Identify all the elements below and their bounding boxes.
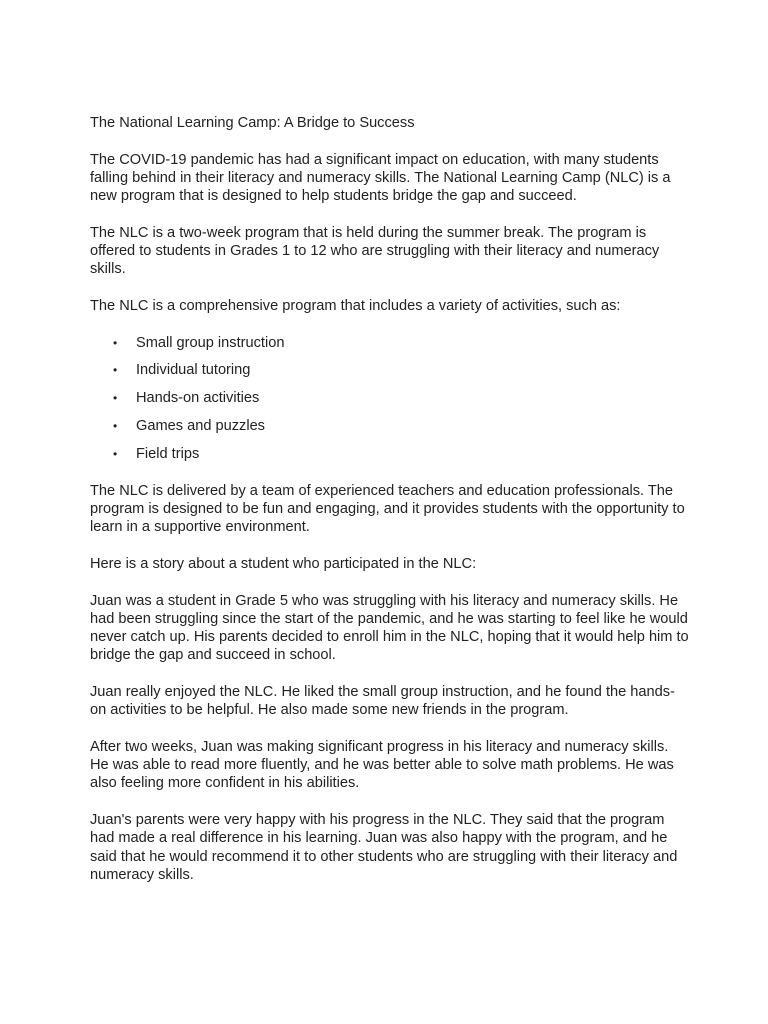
juan-experience-paragraph: Juan really enjoyed the NLC. He liked the small group instruction, and he found the hands-on activities to be helpful. He also made some new friends in the program. [90, 684, 675, 719]
parents-feedback-paragraph: Juan's parents were very happy with his progress in the NLC. They said that the program had made a real difference in his learning. Juan was also happy with the program, and he said that he would recommend it to other students who are struggling with their literacy and numeracy skills. [90, 812, 678, 883]
bullet-icon: • [113, 363, 118, 378]
list-item [90, 417, 690, 435]
bullet-icon: • [113, 446, 118, 461]
activities-intro-paragraph: The NLC is a comprehensive program that includes a variety of activities, such as: [90, 297, 621, 314]
list-item-label: Hands-on activities [136, 390, 260, 407]
program-description-paragraph: The NLC is a two-week program that is held during the summer break. The program is offered to students in Grades 1 to 12 who are struggling with their literacy and numeracy skills. [90, 224, 660, 278]
list-item [90, 334, 690, 352]
juan-progress-paragraph: After two weeks, Juan was making significant progress in his literacy and numeracy skills. He was able to read more fluently, and he was better able to solve math problems. He was also feeling more confident in his abilities. [90, 739, 674, 792]
document-title: The National Learning Camp: A Bridge to Success [90, 115, 415, 131]
list-item [90, 445, 690, 463]
list-item [90, 361, 690, 379]
list-item [90, 389, 690, 407]
list-item-label: Games and puzzles [136, 418, 265, 435]
list-item-label: Small group instruction [136, 334, 285, 351]
bullet-icon: • [113, 391, 118, 406]
activities-list [90, 334, 690, 463]
story-intro-paragraph: Here is a story about a student who participated in the NLC: [90, 556, 477, 573]
document-body [90, 114, 690, 902]
bullet-icon: • [113, 419, 118, 434]
delivery-paragraph: The NLC is delivered by a team of experienced teachers and education professionals. The program is designed to be fun and engaging, and it provides students with the opportunity to learn in a supportive environment. [90, 483, 685, 536]
juan-background-paragraph: Juan was a student in Grade 5 who was struggling with his literacy and numeracy skills. He had been struggling since the start of the pandemic, and he was starting to feel like he would never catch up. His parents decided to enroll him in the NLC, hoping that it would help him to bridge the gap and succeed in school. [90, 592, 689, 664]
list-item-label: Field trips [136, 445, 200, 462]
intro-paragraph: The COVID-19 pandemic has had a significant impact on education, with many students falling behind in their literacy and numeracy skills. The National Learning Camp (NLC) is a new program that is designed to help students bridge the gap and succeed. [90, 151, 671, 205]
list-item-label: Individual tutoring [136, 362, 251, 379]
bullet-icon: • [113, 335, 118, 350]
